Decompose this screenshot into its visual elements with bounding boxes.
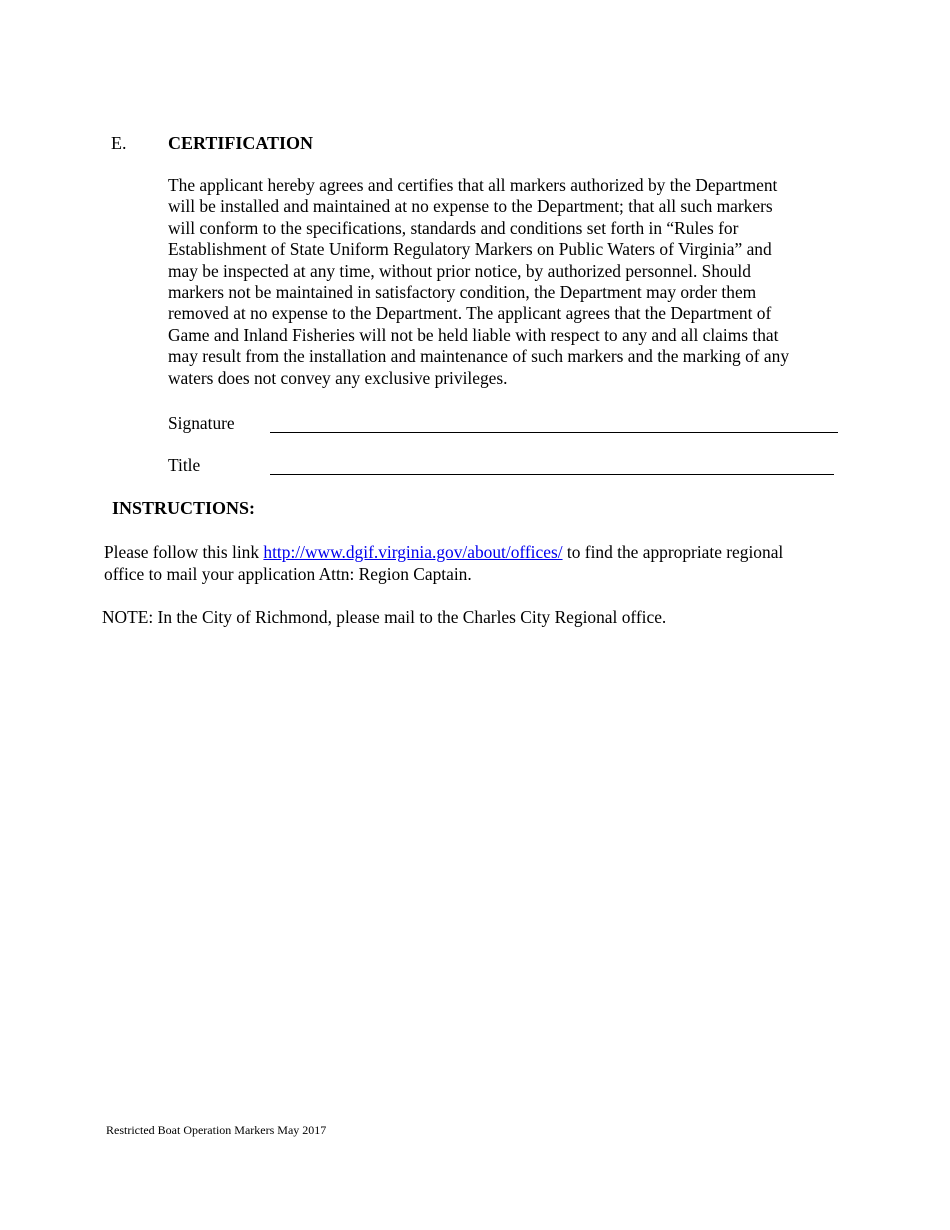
instructions-line2: office to mail your application Attn: Region Captain. bbox=[104, 564, 472, 584]
certification-paragraph bbox=[168, 175, 840, 389]
certification-line: will be installed and maintained at no expense to the Department; that all such markers bbox=[168, 196, 773, 217]
title-line[interactable] bbox=[270, 474, 834, 475]
instructions-heading: INSTRUCTIONS: bbox=[112, 498, 256, 518]
certification-line: markers not be maintained in satisfactory condition, the Department may order them bbox=[168, 282, 757, 303]
certification-line: Game and Inland Fisheries will not be held liable with respect to any and all claims that bbox=[168, 324, 779, 345]
certification-line: The applicant hereby agrees and certifies that all markers authorized by the Department bbox=[168, 175, 778, 195]
instructions-paragraph bbox=[104, 541, 864, 585]
section-letter: E. bbox=[111, 133, 127, 153]
signature-label: Signature bbox=[168, 413, 235, 433]
richmond-note: NOTE: In the City of Richmond, please mail to the Charles City Regional office. bbox=[102, 607, 667, 627]
certification-line: removed at no expense to the Department. The applicant agrees that the Department of bbox=[168, 303, 772, 324]
offices-link[interactable]: http://www.dgif.virginia.gov/about/offices/ bbox=[263, 542, 563, 562]
certification-line: may result from the installation and maintenance of such markers and the marking of any bbox=[168, 346, 790, 367]
signature-line[interactable] bbox=[270, 432, 838, 433]
instructions-prefix: Please follow this link bbox=[104, 542, 264, 562]
section-title: CERTIFICATION bbox=[168, 133, 314, 153]
certification-line: waters does not convey any exclusive privileges. bbox=[168, 367, 508, 388]
certification-line: Establishment of State Uniform Regulatory Markers on Public Waters of Virginia” and bbox=[168, 239, 772, 260]
instructions-suffix: to find the appropriate regional bbox=[562, 542, 784, 562]
title-label: Title bbox=[168, 455, 201, 475]
certification-line: will conform to the specifications, standards and conditions set forth in “Rules for bbox=[168, 217, 739, 238]
certification-line: may be inspected at any time, without prior notice, by authorized personnel. Should bbox=[168, 260, 751, 281]
page-footer: Restricted Boat Operation Markers May 2017 bbox=[106, 1123, 327, 1137]
